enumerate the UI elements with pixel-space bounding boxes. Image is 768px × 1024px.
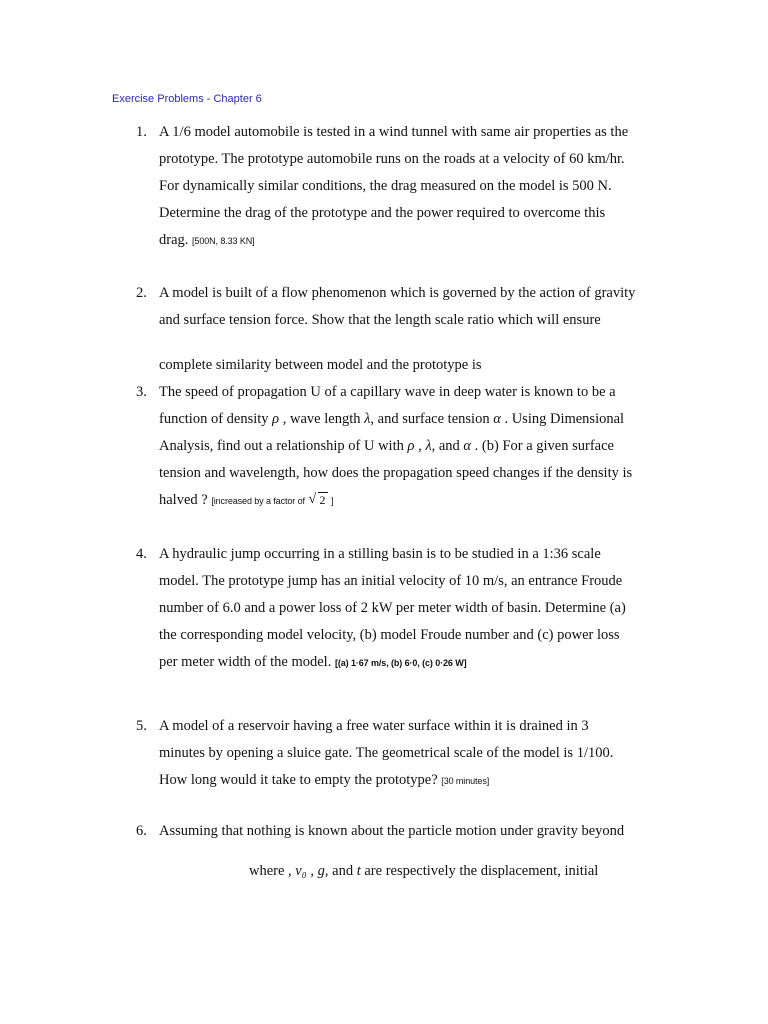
answer-text: [30 minutes]	[441, 776, 490, 786]
problem-line: A 1/6 model automobile is tested in a wind tunnel with same air properties as the	[159, 124, 629, 140]
problem-text: drag.	[159, 232, 193, 248]
problem-text: How long would it take to empty the prototype?	[159, 772, 442, 788]
g-symbol: g	[317, 863, 325, 879]
problem-text: . Using Dimensional	[500, 411, 625, 427]
problem-line: minutes by opening a sluice gate. The geometrical scale of the model is 1/100.	[159, 745, 614, 761]
problem-line: A model of a reservoir having a free water surface within it is drained in 3	[159, 718, 589, 734]
answer-text: [(a) 1·67 m/s, (b) 6·0, (c) 0·26 W]	[334, 658, 467, 668]
problem-number: 3.	[136, 384, 147, 400]
answer-text: [500N, 8.33 KN]	[192, 236, 255, 246]
problem-text: , and	[431, 438, 464, 454]
radical-sign: √	[308, 492, 317, 507]
problem-line: model. The prototype jump has an initial velocity of 10 m/s, an entrance Froude	[159, 573, 623, 589]
problem-text: where ,	[249, 863, 296, 879]
problem-number: 2.	[136, 285, 147, 301]
problem-line: For dynamically similar conditions, the drag measured on the model is 500 N.	[159, 178, 612, 194]
problem-line	[159, 649, 467, 677]
problem-line	[159, 433, 614, 460]
problem-number: 4.	[136, 546, 147, 562]
radical-argument: 2	[319, 493, 326, 507]
sqrt-expression	[309, 487, 328, 514]
problem-text: halved ?	[159, 492, 212, 508]
lambda-symbol: λ	[425, 438, 432, 454]
t-symbol: t	[356, 863, 361, 879]
problem-number: 6.	[136, 823, 147, 839]
problem-line: and surface tension force. Show that the length scale ratio which will ensure	[159, 312, 601, 328]
rho-symbol: ρ	[272, 411, 280, 427]
problem-line: Assuming that nothing is known about the particle motion under gravity beyond	[159, 823, 625, 839]
page-heading: Exercise Problems - Chapter 6	[112, 93, 262, 105]
rho-symbol: ρ	[407, 438, 415, 454]
problem-line: prototype. The prototype automobile runs on the roads at a velocity of 60 km/hr.	[159, 151, 625, 167]
problem-line: The speed of propagation U of a capillary wave in deep water is known to be a	[159, 384, 616, 400]
problem-text: , and surface tension	[370, 411, 494, 427]
answer-text: ]	[331, 496, 334, 506]
problem-text: Analysis, find out a relationship of U with	[159, 438, 408, 454]
problem-line: the corresponding model velocity, (b) model Froude number and (c) power loss	[159, 627, 620, 643]
problem-text: are respectively the displacement, initial	[360, 863, 599, 879]
problem-text: , wave length	[279, 411, 365, 427]
answer-text: [increased by a factor of	[211, 496, 305, 506]
problem-line: complete similarity between model and the prototype is	[159, 357, 482, 373]
v0-symbol: v₀	[295, 863, 307, 879]
alpha-symbol: α	[463, 438, 472, 454]
lambda-symbol: λ	[364, 411, 371, 427]
problem-text: ,	[414, 438, 426, 454]
problem-line: A model is built of a flow phenomenon which is governed by the action of gravity	[159, 285, 636, 301]
problem-line	[249, 858, 598, 885]
problem-line	[159, 487, 334, 515]
problem-line: tension and wavelength, how does the propagation speed changes if the density is	[159, 465, 633, 481]
problem-text: function of density	[159, 411, 273, 427]
problem-text: . (b) For a given surface	[471, 438, 614, 454]
problem-line: Determine the drag of the prototype and the power required to overcome this	[159, 205, 606, 221]
problem-line	[159, 227, 255, 255]
problem-line: A hydraulic jump occurring in a stilling basin is to be studied in a 1:36 scale	[159, 546, 601, 562]
problem-line: number of 6.0 and a power loss of 2 kW per meter width of basin. Determine (a)	[159, 600, 626, 616]
problem-number: 5.	[136, 718, 147, 734]
problem-number: 1.	[136, 124, 147, 140]
problem-text: ,	[306, 863, 318, 879]
problem-text: per meter width of the model.	[159, 654, 335, 670]
problem-line	[159, 767, 489, 795]
alpha-symbol: α	[493, 411, 501, 427]
problem-line	[159, 406, 624, 433]
problem-text: , and	[324, 863, 357, 879]
